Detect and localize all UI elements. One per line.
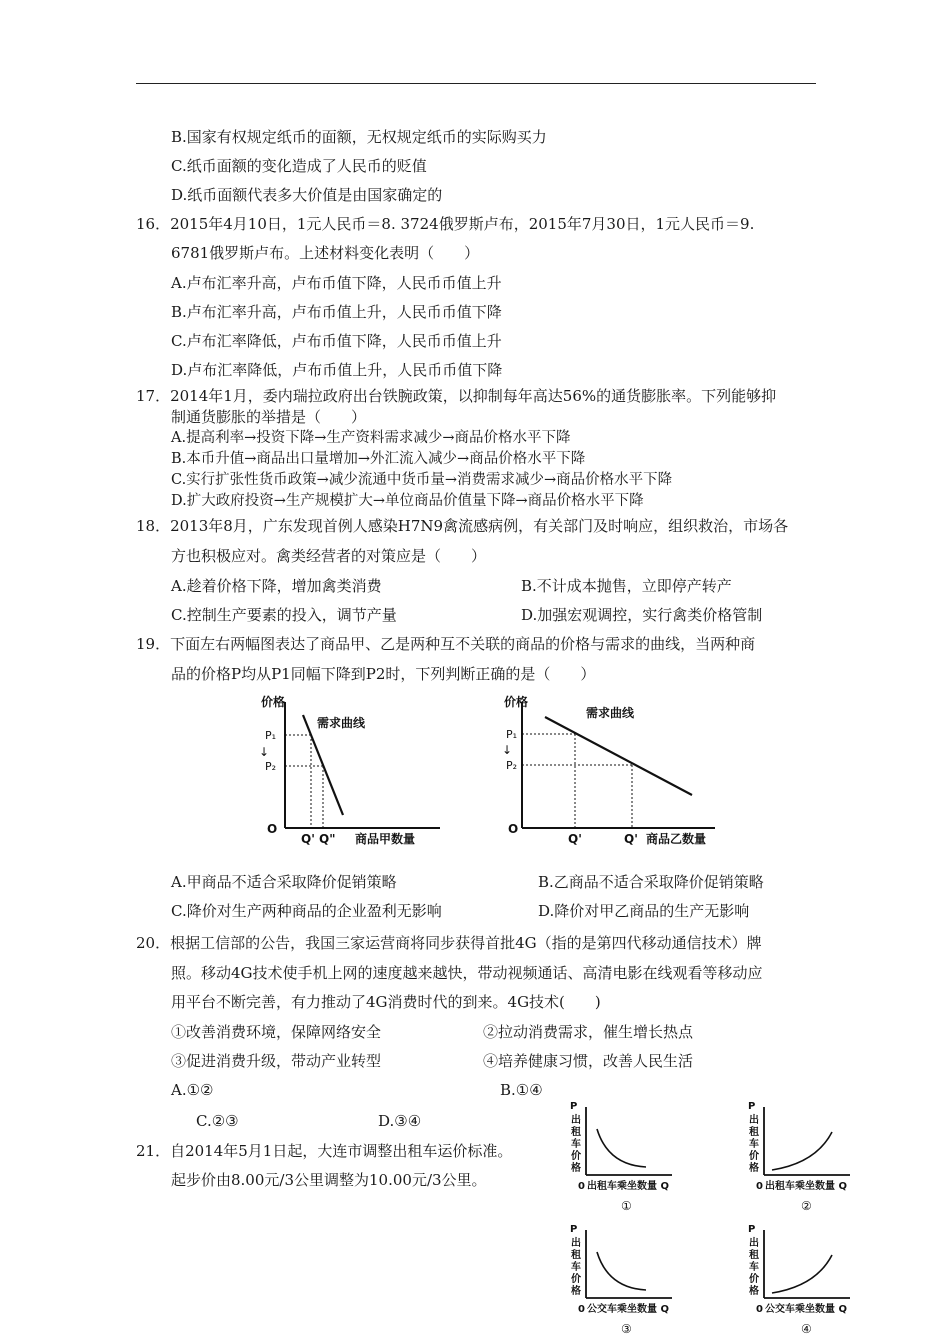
y-label-char: 车 — [571, 1262, 581, 1273]
origin-label: 0 — [756, 1181, 763, 1192]
q19-stem-line1: 19．下面左右两幅图表达了商品甲、乙是两种互不关联的商品的价格与需求的曲线，当两种商 — [136, 635, 756, 653]
q17-stem-line1: 17．2014年1月，委内瑞拉政府出台铁腕政策，以抑制每年高达56%的通货膨胀率。下列能够抑 — [136, 387, 777, 405]
y-label-char: 格 — [749, 1286, 759, 1297]
q17-option-d: D.扩大政府投资→生产规模扩大→单位商品价值量下降→商品价格水平下降 — [171, 493, 644, 509]
p1-label: P₁ — [265, 729, 277, 742]
price-curve — [772, 1132, 832, 1170]
x-label: 出租车乘坐数量 Q — [587, 1181, 669, 1192]
q21-figure-4 — [738, 1220, 868, 1340]
q20-statement-4: ④培养健康习惯，改善人民生活 — [483, 1052, 694, 1070]
q1-label: Q' — [568, 832, 582, 846]
q19-option-d: D.降价对甲乙商品的生产无影响 — [538, 902, 750, 920]
q16-option-a: A.卢布汇率升高，卢布币值下降，人民币币值上升 — [171, 274, 502, 292]
q20-stem-line2: 照。移动4G技术使手机上网的速度越来越快，带动视频通话、高清电影在线观看等移动应 — [171, 964, 763, 982]
p1-label: P₁ — [506, 728, 518, 741]
q20-stem-line1: 20．根据工信部的公告，我国三家运营商将同步获得首批4G（指的是第四代移动通信技术）牌 — [136, 934, 762, 952]
q15-option-b: B.国家有权规定纸币的面额，无权规定纸币的实际购买力 — [171, 128, 547, 146]
figure-number: ① — [621, 1199, 632, 1213]
q20-stem-line3: 用平台不断完善，有力推动了4G消费时代的到来。4G技术( ) — [171, 993, 601, 1011]
q20-option-d: D.③④ — [378, 1112, 422, 1130]
price-curve — [772, 1255, 832, 1293]
x-label: 公交车乘坐数量 Q — [587, 1304, 669, 1315]
q17-option-a: A.提高利率→投资下降→生产资料需求减少→商品价格水平下降 — [171, 430, 571, 446]
y-label-char: 出 — [749, 1238, 759, 1249]
q18-option-d: D.加强宏观调控，实行禽类价格管制 — [521, 606, 763, 624]
down-arrow-icon: ↓ — [502, 743, 513, 757]
q18-option-a: A.趁着价格下降，增加禽类消费 — [171, 577, 382, 595]
q19-option-c: C.降价对生产两种商品的企业盈利无影响 — [171, 902, 442, 920]
p-label: P — [748, 1224, 756, 1235]
p-label: P — [748, 1101, 756, 1112]
y-label-char: 租 — [749, 1250, 759, 1261]
q20-statement-1: ①改善消费环境，保障网络安全 — [171, 1023, 382, 1041]
q17-option-b: B.本币升值→商品出口量增加→外汇流入减少→商品价格水平下降 — [171, 451, 586, 467]
y-label-char: 价 — [571, 1274, 581, 1285]
q20-statement-2: ②拉动消费需求，催生增长热点 — [483, 1023, 694, 1041]
y-label: 价格 — [261, 695, 286, 709]
q17-option-c: C.实行扩张性货币政策→减少流通中货币量→消费需求减少→商品价格水平下降 — [171, 472, 673, 488]
q2-label: Q' — [624, 832, 638, 846]
q18-option-b: B.不计成本抛售，立即停产转产 — [521, 577, 732, 595]
q20-option-c: C.②③ — [196, 1112, 239, 1130]
q21-stem-line2: 起步价由8.00元/3公里调整为10.00元/3公里。 — [171, 1171, 487, 1189]
q16-option-b: B.卢布汇率升高，卢布币值上升，人民币币值下降 — [171, 303, 502, 321]
y-label-char: 价 — [749, 1274, 759, 1285]
y-label: 价格 — [504, 695, 529, 709]
y-label-char: 出 — [571, 1115, 581, 1126]
y-label-char: 车 — [749, 1139, 759, 1150]
x-label: 商品乙数量 — [646, 832, 707, 846]
q19-figure-left — [255, 690, 455, 850]
q20-statement-3: ③促进消费升级，带动产业转型 — [171, 1052, 382, 1070]
p-label: P — [570, 1224, 578, 1235]
q19-option-a: A.甲商品不适合采取降价促销策略 — [171, 873, 397, 891]
y-label-char: 价 — [749, 1151, 759, 1162]
q16-option-d: D.卢布汇率降低，卢布币值上升，人民币币值下降 — [171, 361, 503, 379]
q19-option-b: B.乙商品不适合采取降价促销策略 — [538, 873, 764, 891]
y-label-char: 租 — [571, 1127, 581, 1138]
origin-label: 0 — [756, 1304, 763, 1315]
q16-stem-line1: 16．2015年4月10日，1元人民币＝8. 3724俄罗斯卢布，2015年7月30日，1元人民币＝9. — [136, 215, 755, 233]
y-label-char: 格 — [749, 1163, 759, 1174]
y-label-char: 车 — [749, 1262, 759, 1273]
q21-figure-3 — [560, 1220, 690, 1340]
price-curve — [597, 1252, 646, 1290]
origin-label: O — [508, 822, 519, 836]
q19-figure-right — [500, 690, 730, 850]
q1-label: Q' — [301, 832, 315, 846]
p-label: P — [570, 1101, 578, 1112]
figure-number: ② — [801, 1199, 812, 1213]
curve-label: 需求曲线 — [317, 716, 366, 730]
y-label-char: 租 — [749, 1127, 759, 1138]
origin-label: 0 — [578, 1304, 585, 1315]
q21-figure-1 — [560, 1097, 690, 1217]
x-label: 公交车乘坐数量 Q — [765, 1304, 847, 1315]
y-label-char: 出 — [749, 1115, 759, 1126]
y-label-char: 车 — [571, 1139, 581, 1150]
q18-stem-line2: 方也积极应对。禽类经营者的对策应是（ ） — [171, 547, 487, 565]
y-label-char: 价 — [571, 1151, 581, 1162]
q2-label: Q" — [319, 832, 336, 846]
q15-option-c: C.纸币面额的变化造成了人民币的贬值 — [171, 157, 427, 175]
y-label-char: 格 — [571, 1286, 581, 1297]
origin-label: 0 — [578, 1181, 585, 1192]
figure-number: ③ — [621, 1322, 632, 1336]
p2-label: P₂ — [265, 760, 277, 773]
x-label: 出租车乘坐数量 Q — [765, 1181, 847, 1192]
header-rule — [136, 83, 816, 84]
figure-number: ④ — [801, 1322, 812, 1336]
q20-option-a: A.①② — [171, 1081, 214, 1099]
y-label-char: 格 — [571, 1163, 581, 1174]
price-curve — [597, 1129, 646, 1167]
y-label-char: 租 — [571, 1250, 581, 1261]
origin-label: O — [267, 822, 278, 836]
q18-option-c: C.控制生产要素的投入，调节产量 — [171, 606, 397, 624]
q15-option-d: D.纸币面额代表多大价值是由国家确定的 — [171, 186, 443, 204]
q21-stem-line1: 21．自2014年5月1日起，大连市调整出租车运价标准。 — [136, 1142, 513, 1160]
down-arrow-icon: ↓ — [259, 745, 270, 759]
q16-stem-line2: 6781俄罗斯卢布。上述材料变化表明（ ） — [171, 244, 480, 262]
q19-stem-line2: 品的价格P均从P1同幅下降到P2时，下列判断正确的是（ ） — [171, 665, 596, 683]
q18-stem-line1: 18．2013年8月，广东发现首例人感染H7N9禽流感病例，有关部门及时响应，组织救治，市场各 — [136, 517, 789, 535]
y-label-char: 出 — [571, 1238, 581, 1249]
p2-label: P₂ — [506, 759, 518, 772]
curve-label: 需求曲线 — [586, 706, 635, 720]
q17-stem-line2: 制通货膨胀的举措是（ ） — [171, 408, 367, 426]
q20-option-b: B.①④ — [500, 1081, 543, 1099]
x-label: 商品甲数量 — [355, 832, 416, 846]
demand-curve — [545, 717, 692, 795]
q16-option-c: C.卢布汇率降低，卢布币值下降，人民币币值上升 — [171, 332, 502, 350]
q21-figure-2 — [738, 1097, 868, 1217]
